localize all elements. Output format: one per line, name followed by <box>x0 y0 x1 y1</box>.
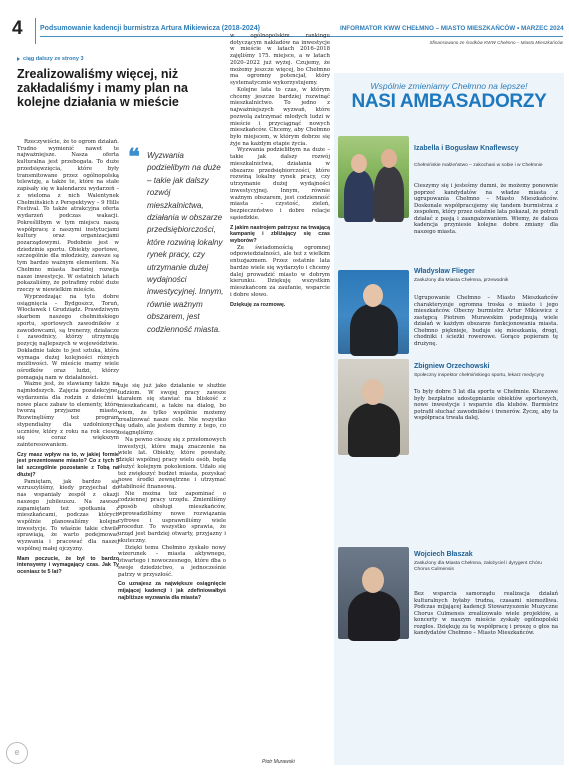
ambassador-name: Wojciech Błaszak <box>414 551 473 558</box>
ambassadors-subtitle: Wspólnie zmieniamy Chełmno na lepsze! <box>370 81 528 91</box>
ambassador-statement-continued <box>338 225 558 265</box>
ambassador-statement: Ugrupowanie Chełmno – Miasto Mieszkańców charakteryzuje ogromna troska o miasto i jego mieszkańców. Obecny burmistrz Artur Mikiewicz z zastępcą Piotrem Murawskim podejmują wiele działań w każdym obszarze funkcjonowania miasta. Chełmno pięknieje, buduje się mieszkania, drogi, chodniki i ścieżki rowerowe. Gorąco popieram tę drużynę. <box>414 295 558 347</box>
author-signature: Piotr Murawski <box>262 759 295 765</box>
article-paragraph: Na pewno cieszę się z przełomowych inwestycji, które mają znaczenie na wiele lat. Obiekty, które powstały, dzięki wspólnej pracy wielu osób, będą służyć kolejnym pokoleniom. Udało się też zwiększyć budżet miasta, pozyskać nowe środki zewnętrzne i utrzymać stabilność finansową. <box>118 436 226 491</box>
ambassador-name: Zbigniew Orzechowski <box>414 363 490 370</box>
photo-blaszak <box>338 547 409 639</box>
ambassador-statement: Cieszymy się i jesteśmy dumni, że możemy ponownie poprzeć kandydatów na władze miasta z ugrupowania Chełmno – Miasto Mieszkańców. Doskonale współpracujemy się tandem burmistrza z zespołem, który przez ostatnie lata pokazał, że potrafi działać z pasją i zaangażowaniem. Wiemy, że dalsza kadencja przyniesie kolejne dobre zmiany dla naszego miasta. <box>414 183 558 235</box>
article-paragraph: Wyprzedzając na tylu dobre osiągnięcia – Bydgoszcz, Toruń, Włocławek i Grudziądz. Prawdziwym skarbem naszego chełmińskiego sportu, sportowych zawodników z zawodowcami, są trenerzy, działacze i zawodnicy, którzy utrzymują pozycję najlepszych w województwie. Dokładnie także to jest sztuka, która wymaga dużej kolejności różnych możliwości. W mieście mamy wiele ośrodków oraz ludzi, którzy pomagają nam w działalności. <box>17 293 119 381</box>
photo-flieger <box>338 270 409 354</box>
publisher-note: Sfinansowano ze środków KWW Chełmno – Miasto Mieszkańców <box>429 40 563 45</box>
article-kicker: ciąg dalszy ze strony 3 <box>17 56 84 62</box>
ambassador-statement-top <box>414 591 558 691</box>
interview-question: Co uznajesz za największe osiągnięcie mijającej kadencji i jak zdefiniowałbyś najbliższe wyzwania dla miasta? <box>118 581 226 601</box>
ambassador-statement-top <box>414 295 558 355</box>
article-column-3 <box>230 33 330 765</box>
ambassadors-title: NASI AMBASADORZY <box>351 91 547 112</box>
article-column-2 <box>118 383 226 765</box>
article-paragraph: tuje się już jako działanie w służbie ludziom. W swojej pracy zawsze starałem się stawiać na bliskość z mieszkańcami, a także na dialog, bo wiem, że tylko wspólnie możemy zrealizować nasze cele. Nie wszystko się udało, ale jestem dumny z tego, co osiągnęliśmy. <box>118 383 226 437</box>
ambassador-statement: To były dobre 5 lat dla sportu w Chełmnie. Kluczowe były bezpłatne udostępnianie obiektów sportowych, nowe inwestycje i wsparcie dla klubów. Burmistrz potrafił słuchać zawodników i trenerów. Życzę, aby ta współpraca trwała dalej. <box>414 389 558 422</box>
article-paragraph: Dzięki temu Chełmno zyskało nowy wizerunek – miasta aktywnego, otwartego i nowoczesnego, które dba o swoje dziedzictwo, a jednocześnie patrzy w przyszłość. <box>118 544 226 578</box>
article-paragraph: Ze świadomością ogromnej odpowiedzialności, ale też z wielkim entuzjazmem. Przez ostatnie lata bardzo wiele się wydarzyło i chcemy dalej prowadzić miasto w dobrym kierunku. Dziękuję wszystkim mieszkańcom za zaufanie, wsparcie i dobre słowo. <box>230 244 330 298</box>
closing-thanks: Dziękuję za rozmowę. <box>230 301 286 308</box>
quote-mark-icon: ❝ <box>128 144 140 169</box>
interview-question: Mam poczucie, że był to bardzo intensywny i wymagający czas. Jak Ty oceniasz te 5 lat? <box>17 555 119 576</box>
ambassador-role: Społeczny inspektor chełmińskiego sportu, lekarz medycyny <box>414 373 545 378</box>
article-column-1 <box>17 139 119 764</box>
ambassadors-box <box>334 73 564 765</box>
ambassador-statement-top <box>414 389 558 455</box>
article-paragraph: Nie można też zapominać o codziennej pracy urzędu. Zmieniliśmy sposób obsługi mieszkańców, wprowadziliśmy nowe rozwiązania cyfrowe i usprawniliśmy wiele procedur. To wszystko sprawia, że urząd jest bardziej otwarty, przyjazny i skuteczny. <box>118 490 226 544</box>
photo-knaflewscy <box>338 136 409 218</box>
pull-quote: Wyzwania podzielibym na duże – takie jak dalszy rozwój mieszkalnictwa, działania w obszarze przedsiębiorczości, które rozwiną lokalny rynek pracy, czy utrzymanie dużej wydajności inwestycyjnej. Innym, równie ważnym obszarem, jest codzienność miasta. <box>147 151 224 334</box>
page-number: 4 <box>6 18 36 44</box>
article-paragraph: Rzeczywiście, że to ogrom działań. Trudno wymienić nawet te najważniejsze. Nasza oferta kulturalna jest przebogata. To duże przedsięwzięcia, które były transmitowane przez ogólnopolską telewizję, a także te, które na stałe zapisały się w kalendarzu wydarzeń – z wieloma z nich Walentynek Chełmińskich z Perspektywy – 9 Hills Festival. To także atrakcyjna oferta wydarzeń podczas wakacji. Pokreśliłbym w tym miejscu naszą współpracę z naszymi instytucjami kultury oraz organizacjami pozarządowymi. Podobnie jest w dziedzinie sportu. Obiekty sportowe, szczególnie dla młodzieży, zawsze są tym bardzo ważnym elementem. Na Chełmno miasta bardziej rozwija nasze inwestycje. W ostatnich latach pokazaliśmy, że potrafimy robić duże rzeczy w niewielkim mieście. <box>17 139 119 294</box>
ambassador-role: Zasłużony dla Miasta Chełmna, przewodnik <box>414 278 509 283</box>
photo-orzechowski <box>338 359 409 455</box>
ambassador-statement: Bez wsparcia samorządu realizacja działań kulturalnych byłaby trudna, czasami niemożliwa. Podczas mijającej kadencji Stowarzyszenie Muzyczne Chorus Culmensis zrealizowało wiele projektów, a koncerty w naszym mieście zyskały ogólnopolski rozgłos. Dziękuję za tę współpracę i proszę o głos na kandydatów Chełmno – Miasto Mieszkańców. <box>414 591 558 637</box>
article-paragraph: Wyzwania podzieliłbym na duże – takie jak dalszy rozwój mieszkalnictwa, działania w obszarze przedsiębiorczości, które rozwiną lokalny rynek pracy, czy utrzymanie dużej wydajności inwestycyjnej. Innym, równie ważnym obszarem, jest codzienność miasta – czystość, zieleń, bezpieczeństwo i dobre relacje sąsiedzkie. <box>230 147 330 221</box>
ambassador-statement-top <box>414 183 558 235</box>
ambassador-name: Izabella i Bogusław Knaflewscy <box>414 145 519 152</box>
article-paragraph: Ważne jest, że stawiamy także na najmłodszych. Zajęcia pozalekcyjne, wydarzenia dla rodzin z dziećmi i nowe place zabaw to elementy, które tworzą przyjazne miasto. Rozwinęliśmy też program stypendialny dla uzdolnionych uczniów, który z roku na rok cieszy się coraz większym zainteresowaniem. <box>17 381 119 449</box>
interview-question: Z jakim nastrojem patrzysz na trwającą kampanię i zbliżający się czas wyborów? <box>230 224 330 244</box>
ambassador-name: Władysław Flieger <box>414 268 475 275</box>
header-right-title: INFORMATOR KWW CHEŁMNO – MIASTO MIESZKAŃCÓW • MARZEC 2024 <box>340 25 564 32</box>
ambassador-role: Zasłużony dla Miasta Chełmna, założyciel i dyrygent Chóru Chorus Culmensis <box>414 561 543 572</box>
ambassador-role: Chełmińskie małżeństwo – zakochani w sobie i w Chełmnie <box>414 163 543 168</box>
watermark-logo: e <box>6 742 28 764</box>
header-left-title: Podsumowanie kadencji burmistrza Artura Mikiewicza (2018-2024) <box>40 25 260 32</box>
article-paragraph: w ogólnopolskim rankingu dotyczącym nakładów na inwestycje w mieście w latach 2016–2018 zajęliśmy 175. miejsce, a w latach 2020–2022 już wyżej. Czujemy, że możemy jeszcze więcej, bo Chełmno ma ogromny potencjał, który systematycznie wykorzystujemy. <box>230 33 330 87</box>
article-paragraph: Kolejne lata to czas, w którym chcemy jeszcze bardziej rozwinąć mieszkalnictwo. To jedno z najważniejszych wyzwań, które pozwolą zatrzymać młodych ludzi w mieście i przyciągnąć nowych mieszkańców. Chcemy, aby Chełmno było miejscem, w którym dobrze się żyje na każdym etapie życia. <box>230 86 330 147</box>
article-paragraph: Pamiętam, jak bardzo się wzruszyliśmy, kiedy przyjechał do nas wspaniały zespół z okazji naszego jubileuszu. Na zawsze zapamiętam też spotkania z mieszkańcami, podczas których wspólnie planowaliśmy kolejne inwestycje. To właśnie takie chwile sprawiają, że warto podejmować wyzwania i pracować dla naszej wspólnej małej ojczyzny. <box>17 478 119 552</box>
article-headline: Zrealizowaliśmy więcej, niż zakładaliśmy i mamy plan na kolejne działania w mieście <box>17 67 188 109</box>
interview-question: Czy masz wpływ na to, w jakiej formie jest prezentowane miasto? Co z tych 5 lat szczególnie pozostanie z Tobą na dłużej? <box>17 451 119 478</box>
